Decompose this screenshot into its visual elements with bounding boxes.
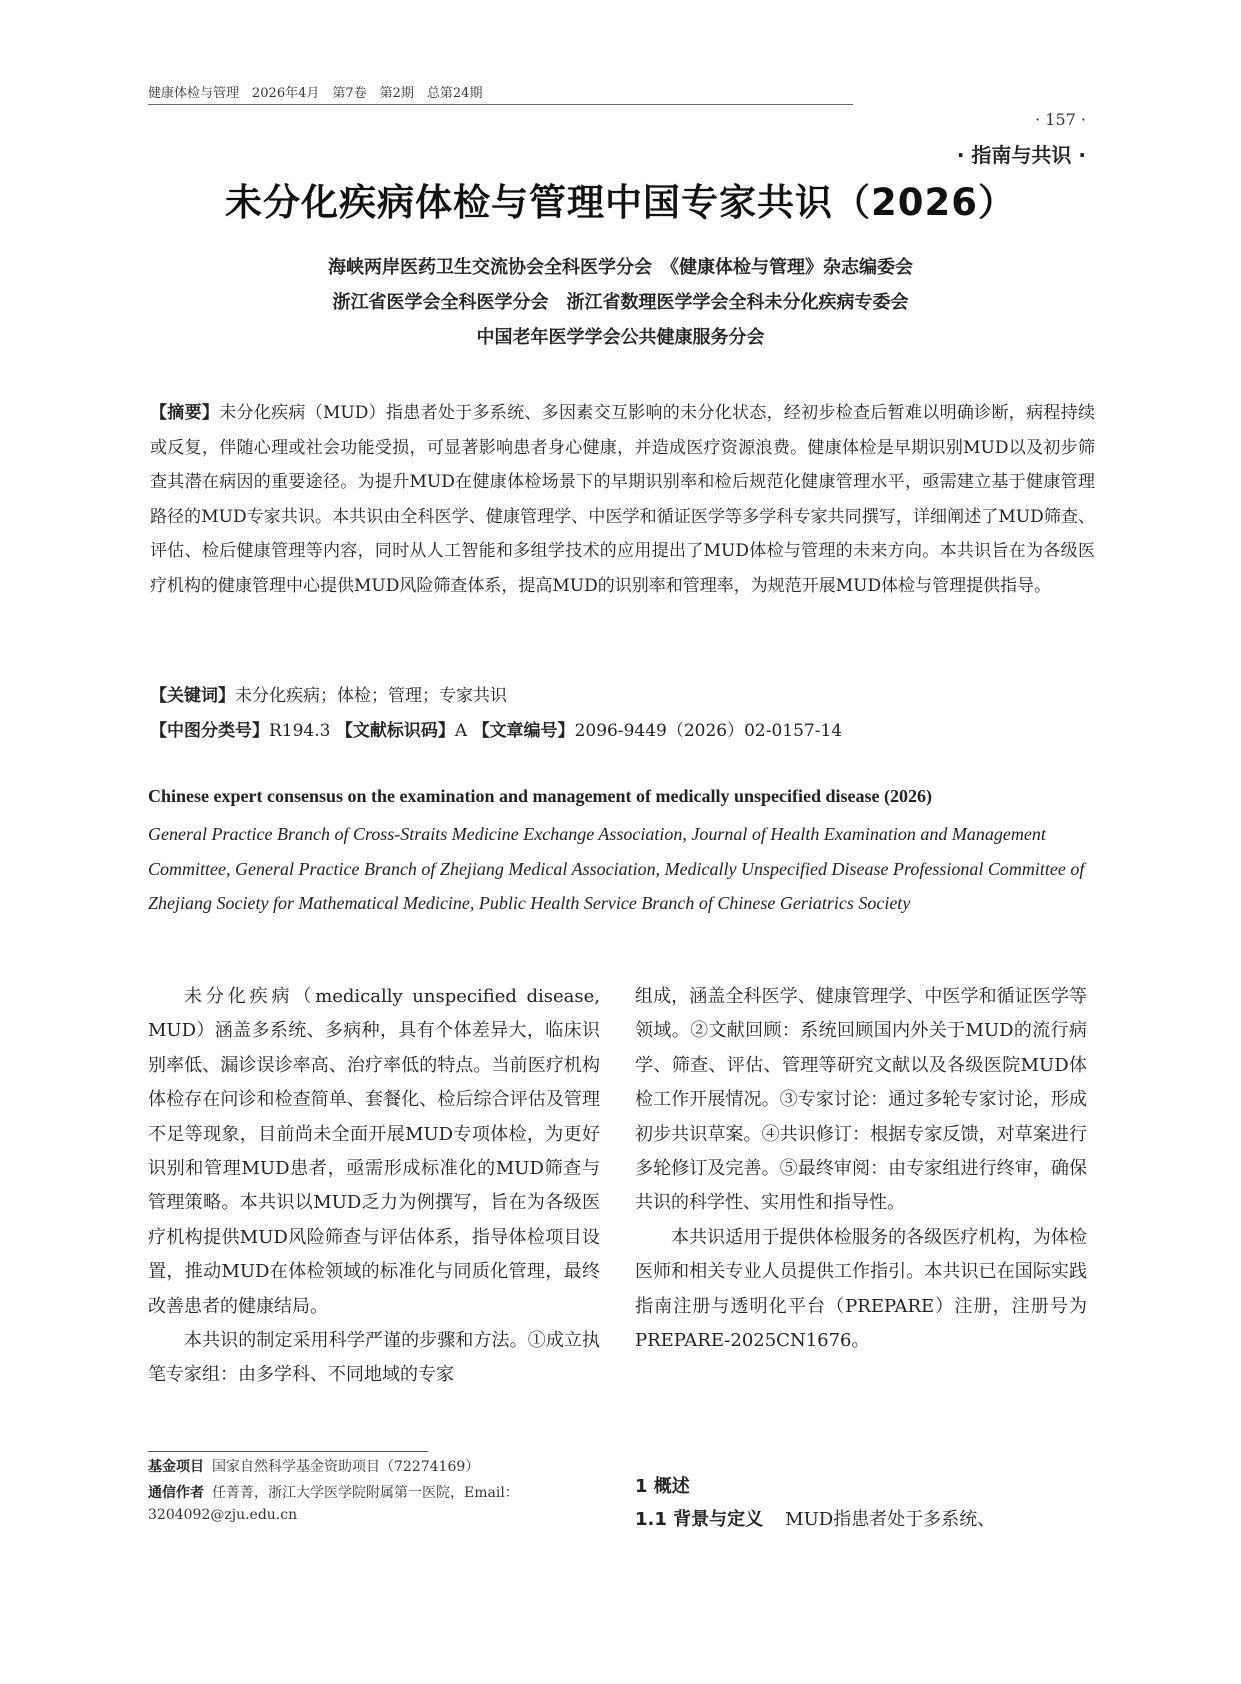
header-rule <box>148 104 853 105</box>
clc-label: 【中图分类号】 <box>150 721 269 741</box>
keywords <box>150 679 1095 714</box>
corresponding-text: 任菁菁，浙江大学医学院附属第一医院，Email：3204092@zju.edu.cn <box>148 1485 519 1523</box>
english-title: Chinese expert consensus on the examination and management of medically unspecified disease (2026) <box>148 786 932 806</box>
author-line: 浙江省医学会全科医学分会 浙江省数理医学学会全科未分化疾病专委会 <box>332 292 909 313</box>
section-tag: · 指南与共识 · <box>956 143 1086 167</box>
subsection-text: MUD指患者处于多系统、 <box>785 1509 996 1530</box>
body-column-left <box>148 980 600 1393</box>
keywords-label: 【关键词】 <box>150 686 235 706</box>
article-title: 未分化疾病体检与管理中国专家共识（2026） <box>225 181 1016 224</box>
clc-value: R194.3 <box>269 721 331 741</box>
abstract-text: 未分化疾病（MUD）指患者处于多系统、多因素交互影响的未分化状态，经初步检查后暂难以明确诊断，病程持续或反复，伴随心理或社会功能受损，可显著影响患者身心健康，并造成医疗资源浪费。健康体检是早期识别MUD以及初步筛查其潜在病因的重要途径。为提升MUD在健康体检场景下的早期识别率和检后规范化健康管理水平，亟需建立基于健康管理路径的MUD专家共识。本共识由全科医学、健康管理学、中医学和循证医学等多学科专家共同撰写，详细阐述了MUD筛查、评估、检后健康管理等内容，同时从人工智能和多组学技术的应用提出了MUD体检与管理的未来方向。本共识旨在为各级医疗机构的健康管理中心提供MUD风险筛查体系，提高MUD的识别率和管理率，为规范开展MUD体检与管理提供指导。 <box>150 403 1095 596</box>
subsection-line <box>635 1505 995 1531</box>
fund-label: 基金项目 <box>148 1459 204 1475</box>
english-authors: General Practice Branch of Cross-Straits Medicine Exchange Association, Journal of Health Examination and Management Committee, General Practice Branch of Zhejiang Medical Association, Medically Unspecified Disease Professional Committee of Zhejiang Society for Mathematical Medicine, Public Health Service Branch of Chinese Geriatrics Society <box>148 824 1085 913</box>
doc-code-label: 【文献标识码】 <box>335 721 455 741</box>
fund-text: 国家自然科学基金资助项目（72274169） <box>212 1459 480 1475</box>
body-paragraph: 组成，涵盖全科医学、健康管理学、中医学和循证医学等领域。②文献回顾：系统回顾国内外关于MUD的流行病学、筛查、评估、管理等研究文献以及各级医院MUD体检工作开展情况。③专家讨论：通过多轮专家讨论，形成初步共识草案。④共识修订：根据专家反馈，对草案进行多轮修订及完善。⑤最终审阅：由专家组进行终审，确保共识的科学性、实用性和指导性。 <box>635 986 1087 1214</box>
footnote-rule <box>148 1451 428 1452</box>
body-paragraph: 本共识的制定采用科学严谨的步骤和方法。①成立执笔专家组：由多学科、不同地域的专家 <box>148 1330 600 1386</box>
abstract-label: 【摘要】 <box>150 403 220 423</box>
footnote-fund <box>148 1456 608 1478</box>
doc-code-value: A <box>454 721 468 741</box>
classification-line <box>150 714 1095 749</box>
author-line: 中国老年医学学会公共健康服务分会 <box>476 327 765 348</box>
author-line: 海峡两岸医药卫生交流协会全科医学分会 《健康体检与管理》杂志编委会 <box>328 257 913 278</box>
abstract <box>150 396 1095 604</box>
body-paragraph: 本共识适用于提供体检服务的各级医疗机构，为体检医师和相关专业人员提供工作指引。本共识已在国际实践指南注册与透明化平台（PREPARE）注册，注册号为PREPARE-2025CN1676。 <box>635 1226 1087 1352</box>
footnote-corresponding-author <box>148 1482 608 1526</box>
page-number: · 157 · <box>1035 110 1086 129</box>
keywords-text: 未分化疾病；体检；管理；专家共识 <box>235 686 507 706</box>
corresponding-label: 通信作者 <box>148 1485 204 1501</box>
subsection-heading: 1.1 背景与定义 <box>635 1509 764 1530</box>
article-number-label: 【文章编号】 <box>472 721 575 741</box>
body-paragraph: 未分化疾病（medically unspecified disease, MUD）涵盖多系统、多病种，具有个体差异大，临床识别率低、漏诊误诊率高、治疗率低的特点。当前医疗机构体检存在问诊和检查简单、套餐化、检后综合评估及管理不足等现象，目前尚未全面开展MUD专项体检，为更好识别和管理MUD患者，亟需形成标准化的MUD筛查与管理策略。本共识以MUD乏力为例撰写，旨在为各级医疗机构提供MUD风险筛查与评估体系，指导体检项目设置，推动MUD在体检领域的标准化与同质化管理，最终改善患者的健康结局。 <box>148 986 600 1317</box>
article-number-value: 2096-9449（2026）02-0157-14 <box>574 721 843 741</box>
running-head: 健康体检与管理 2026年4月 第7卷 第2期 总第24期 <box>148 86 483 101</box>
section-heading: 1 概述 <box>635 1476 690 1497</box>
body-column-right <box>635 980 1087 1358</box>
